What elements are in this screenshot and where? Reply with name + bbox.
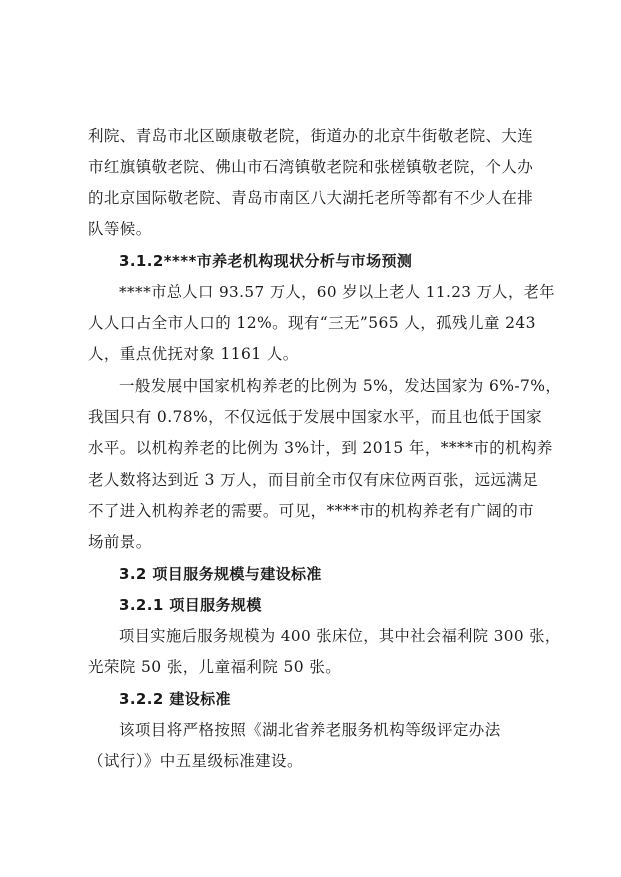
paragraph-line: 队等候。	[88, 220, 152, 238]
paragraph-line: 人，重点优抚对象 1161 人。	[88, 345, 299, 363]
section-heading-3-2-1: 3.2.1 项目服务规模	[119, 596, 262, 614]
section-heading-3-2-2: 3.2.2 建设标准	[119, 690, 231, 708]
paragraph-line: 光荣院 50 张，儿童福利院 50 张。	[88, 658, 342, 676]
paragraph-line: 人人口占全市人口的 12%。现有“三无”565 人，孤残儿童 243	[88, 314, 536, 332]
paragraph-line: ****市总人口 93.57 万人，60 岁以上老人 11.23 万人，老年	[119, 283, 555, 301]
paragraph-line: 不了进入机构养老的需要。可见，****市的机构养老有广阔的市	[88, 502, 535, 520]
paragraph-line: （试行）》中五星级标准建设。	[88, 752, 303, 770]
paragraph-line: 的北京国际敬老院、青岛市南区八大湖托老所等都有不少人在排	[88, 189, 534, 207]
paragraph-line: 场前景。	[88, 533, 152, 551]
paragraph-line: 一般发展中国家机构养老的比例为 5%，发达国家为 6%-7%，	[119, 377, 562, 395]
section-heading-3-2: 3.2 项目服务规模与建设标准	[119, 565, 322, 583]
paragraph-line: 我国只有 0.78%，不仅远低于发展中国家水平，而且也低于国家	[88, 408, 543, 426]
paragraph-line: 该项目将严格按照《湖北省养老服务机构等级评定办法	[119, 721, 501, 739]
paragraph-line: 利院、青岛市北区颐康敬老院，街道办的北京牛街敬老院、大连	[88, 127, 534, 145]
paragraph-line: 市红旗镇敬老院、佛山市石湾镇敬老院和张槎镇敬老院，个人办	[88, 158, 534, 176]
section-heading-3-1-2: 3.1.2****市养老机构现状分析与市场预测	[119, 252, 413, 270]
paragraph-line: 水平。以机构养老的比例为 3%计，到 2015 年，****市的机构养	[88, 439, 553, 457]
paragraph-line: 项目实施后服务规模为 400 张床位，其中社会福利院 300 张，	[119, 627, 561, 645]
paragraph-line: 老人数将达到近 3 万人，而目前全市仅有床位两百张，远远满足	[88, 471, 539, 489]
